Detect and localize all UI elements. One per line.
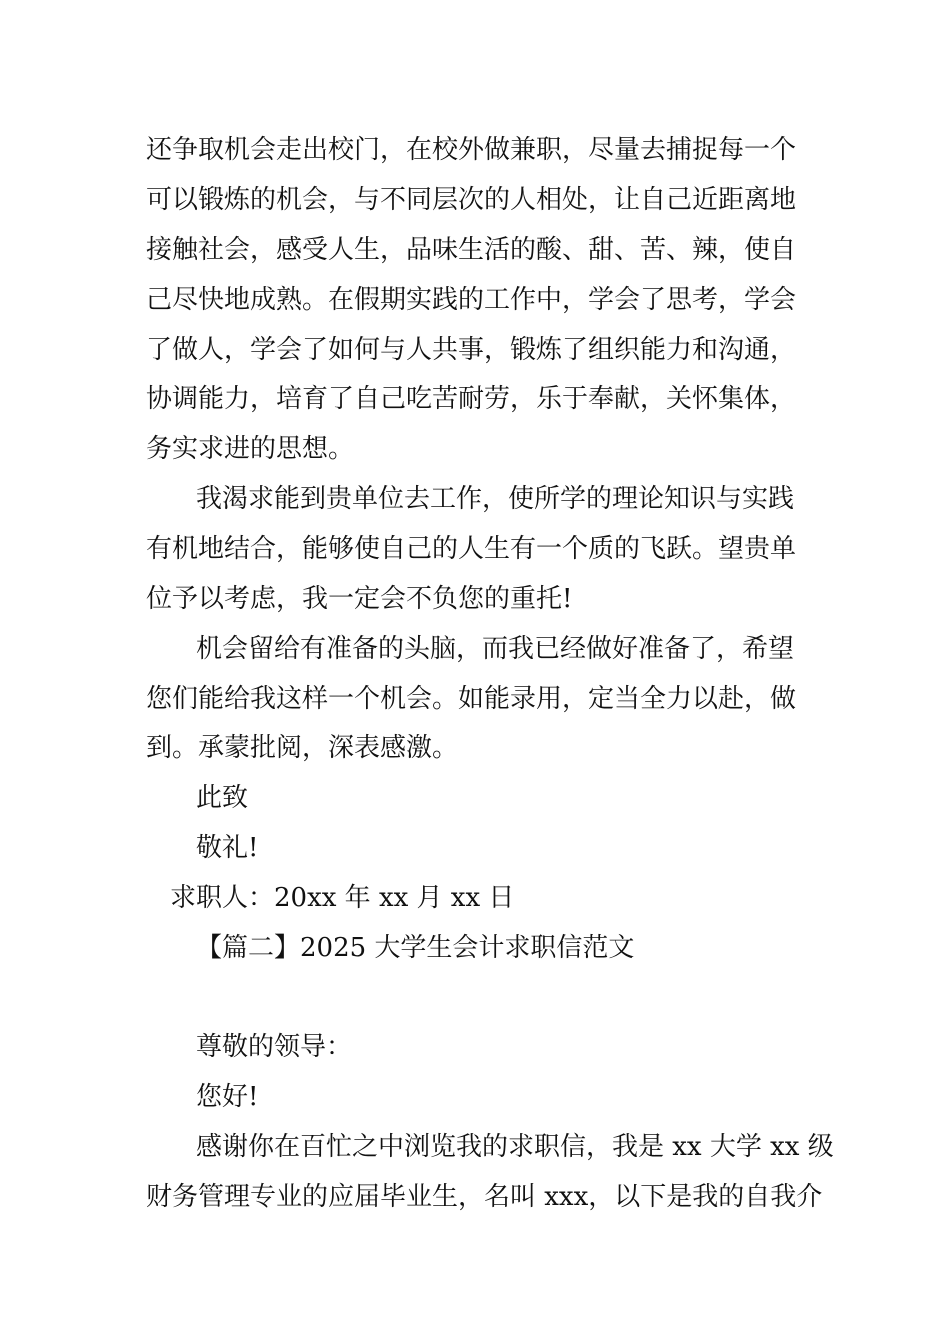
body-text-line: 有机地结合，能够使自己的人生有一个质的飞跃。望贵单 [146,534,797,564]
body-text-line: 机会留给有准备的头脑，而我已经做好准备了，希望 [196,634,795,664]
closing-salute: 敬礼! [196,833,259,863]
body-text-line: 了做人，学会了如何与人共事，锻炼了组织能力和沟通， [146,335,797,365]
body-text-line: 可以锻炼的机会，与不同层次的人相处，让自己近距离地 [146,185,797,215]
signature-line: 求职人：20xx 年 xx 月 xx 日 [170,883,515,913]
body-text-line: 位予以考虑，我一定会不负您的重托! [146,584,573,614]
body-text-line: 务实求进的思想。 [146,434,355,464]
body-text-line: 您们能给我这样一个机会。如能录用，定当全力以赴，做 [146,684,797,714]
body-text-line: 己尽快地成熟。在假期实践的工作中，学会了思考，学会 [146,285,797,315]
body-text-line: 接触社会，感受人生，品味生活的酸、甜、苦、辣，使自 [146,235,797,265]
body-text-line: 协调能力，培育了自己吃苦耐劳，乐于奉献，关怀集体， [146,384,797,414]
section-title: 【篇二】2025 大学生会计求职信范文 [196,933,635,963]
body-text-line: 我渴求能到贵单位去工作，使所学的理论知识与实践 [196,484,795,514]
body-text-line: 财务管理专业的应届毕业生，名叫 xxx，以下是我的自我介 [146,1182,823,1212]
body-text-line: 还争取机会走出校门，在校外做兼职，尽量去捕捉每一个 [146,135,797,165]
greeting: 您好! [196,1082,259,1112]
salutation: 尊敬的领导： [196,1032,353,1062]
body-text-line: 感谢你在百忙之中浏览我的求职信，我是 xx 大学 xx 级 [196,1132,834,1162]
body-text-line: 到。承蒙批阅，深表感激。 [146,733,459,763]
closing-text: 此致 [196,783,249,813]
